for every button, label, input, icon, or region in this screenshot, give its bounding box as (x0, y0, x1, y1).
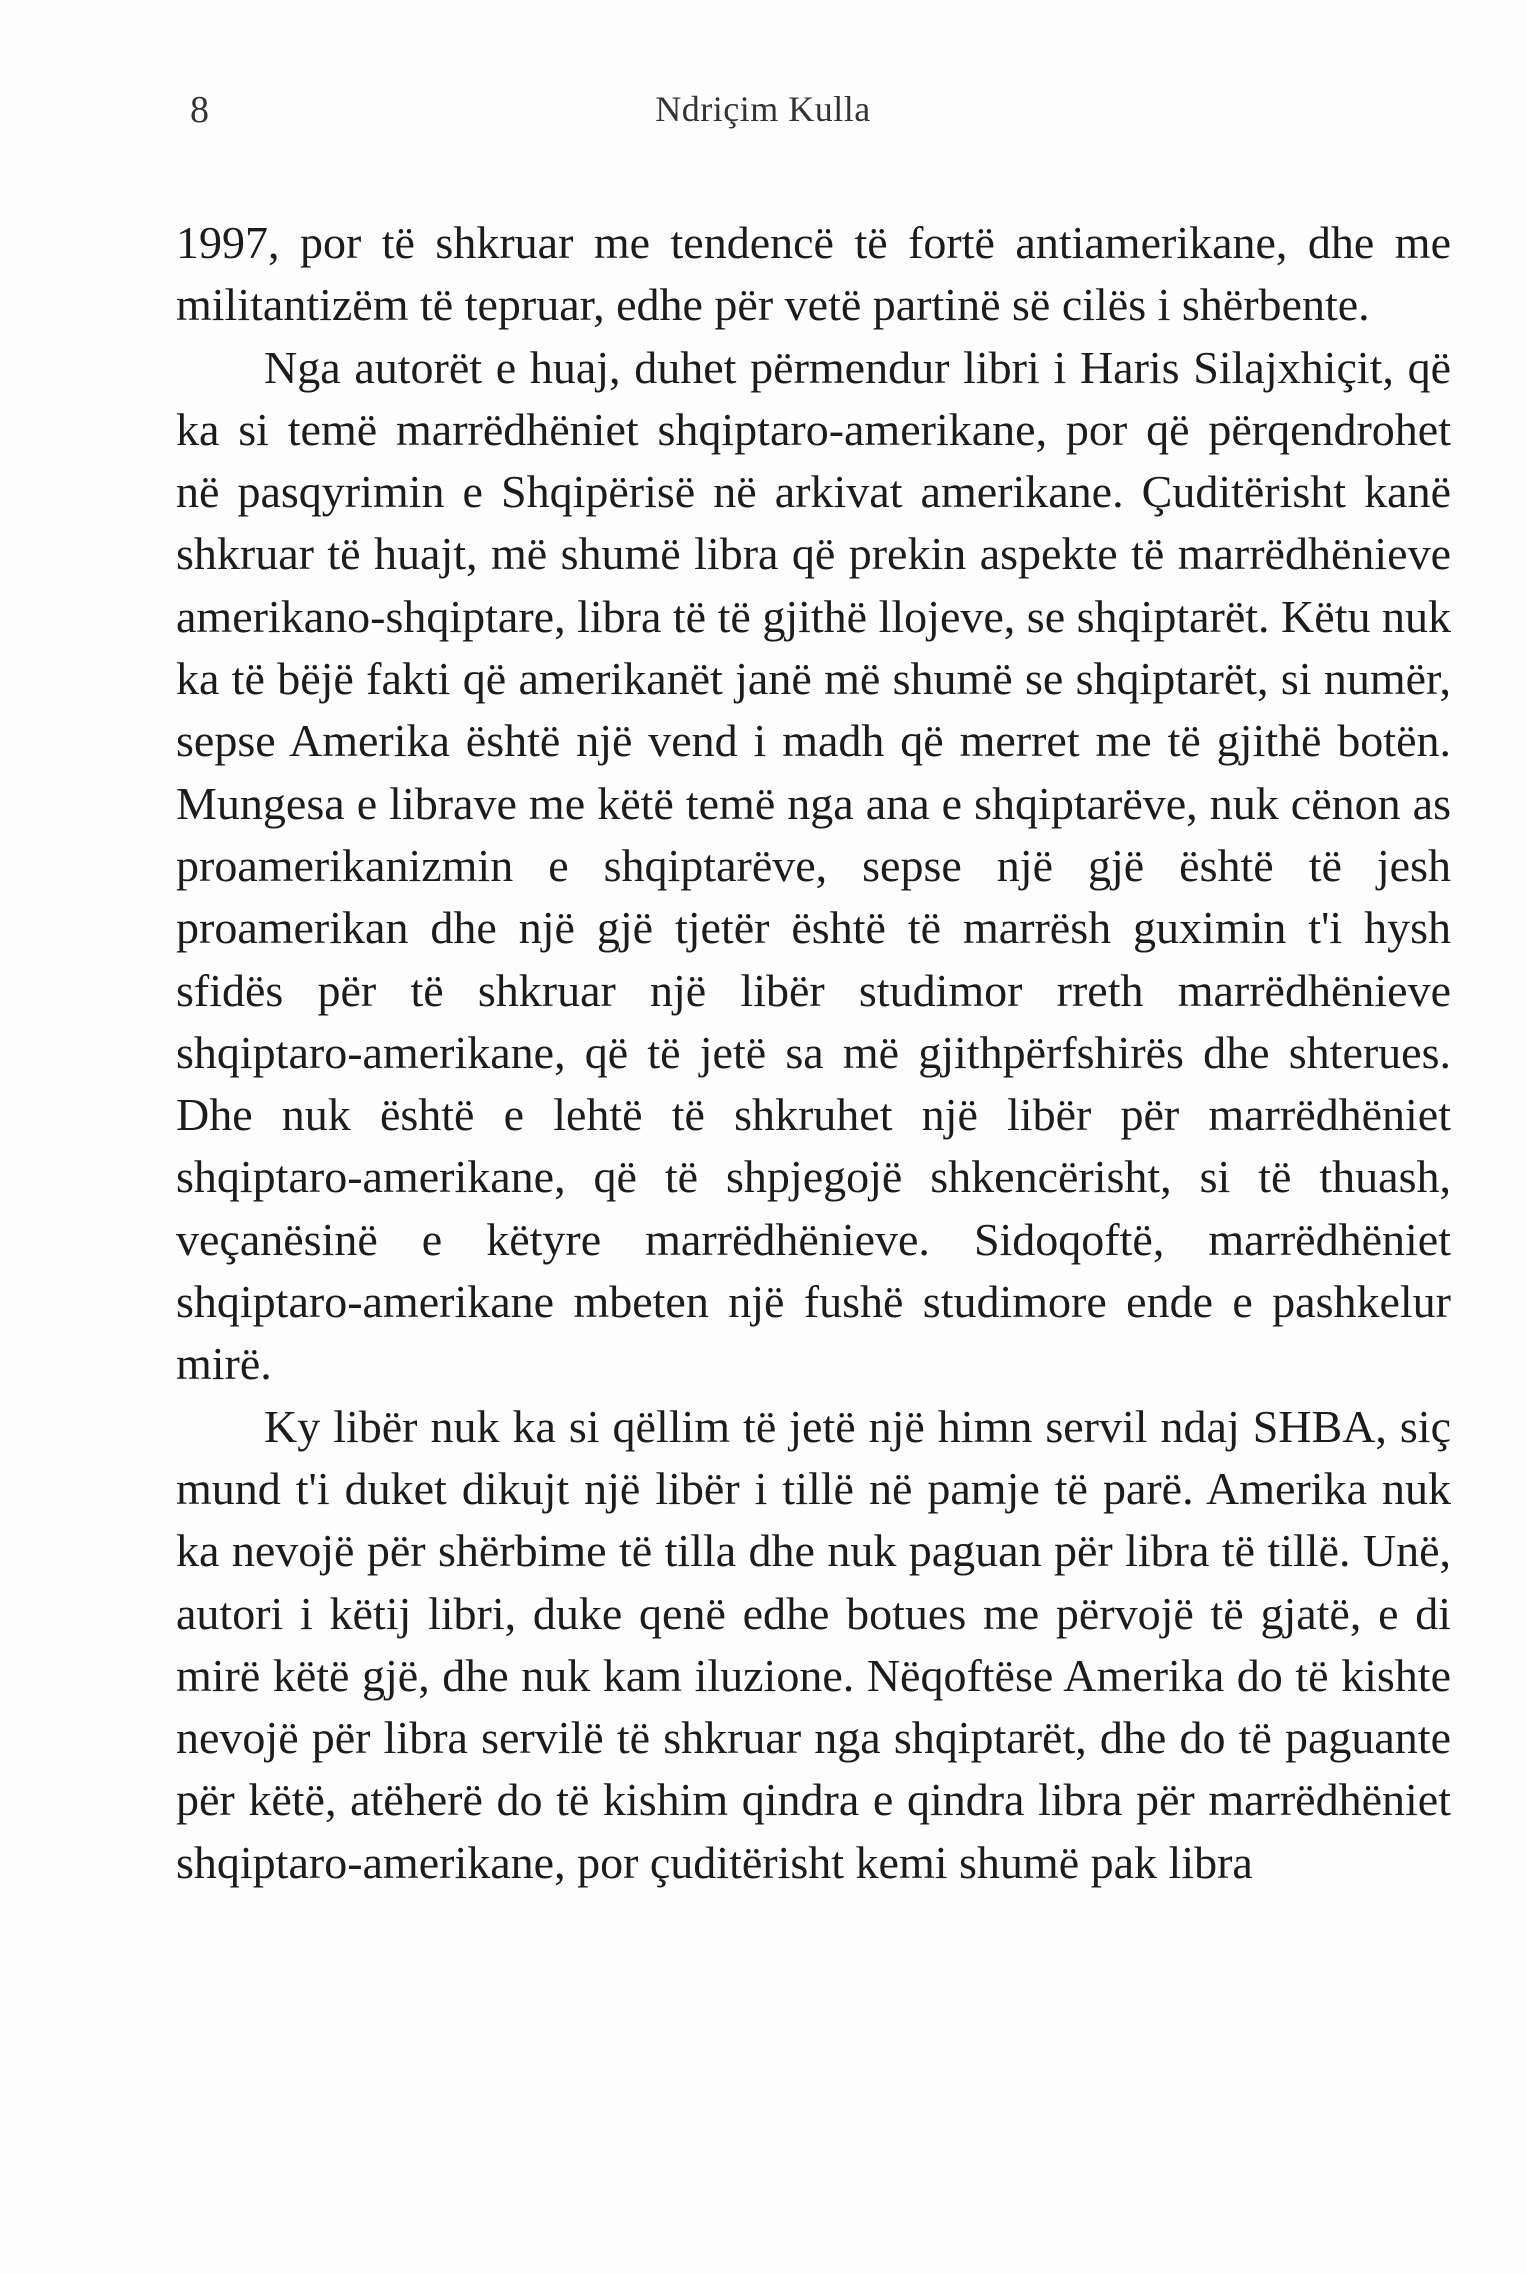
running-head-author: Ndriçim Kulla (655, 89, 871, 129)
paragraph-foreign-authors: Nga autorët e huaj, duhet përmendur libri i Haris Silajxhiçit, që ka si temë marrëdhëniet shqiptaro-amerikane, por që përqendrohet në pasqyrimin e Shqipërisë në arkivat amerikane. Çuditërisht kanë shkruar të huajt, më shumë libra që prekin aspekte të marrëdhënieve amerikano-shqiptare, libra të të gjithë llojeve, se shqiptarët. Këtu nuk ka të bëjë fakti që amerikanët janë më shumë se shqiptarët, si numër, sepse Amerika është një vend i madh që merret me të gjithë botën. Mungesa e librave me këtë temë nga ana e shqiptarëve, nuk cënon as proamerikanizmin e shqiptarëve, sepse një gjë është të jesh proamerikan dhe një gjë tjetër është të marrësh guximin t'i hysh sfidës për të shkruar një libër studimor rreth marrëdhënieve shqiptaro-amerikane, që të jetë sa më gjithpërfshirës dhe shterues. Dhe nuk është e lehtë të shkruhet një libër për marrëdhëniet shqiptaro-amerikane, që të shpjegojë shkencërisht, si të thuash, veçanësinë e këtyre marrëdhënieve. Sidoqoftë, marrëdhëniet shqiptaro-amerikane mbeten një fushë studimore ende e pashkelur mirë. (176, 341, 1451, 1390)
page-number: 8 (190, 89, 209, 131)
paragraph-continuation: 1997, por të shkruar me tendencë të fortë antiamerikane, dhe me militantizëm të tepruar, edhe për vetë partinë së cilës i shërbente. (176, 217, 1451, 331)
body-text (176, 212, 1451, 1894)
page-header (0, 88, 1526, 148)
paragraph-book-purpose: Ky libër nuk ka si qëllim të jetë një himn servil ndaj SHBA, siç mund t'i duket dikujt një libër i tillë në pamje të parë. Amerika nuk ka nevojë për shërbime të tilla dhe nuk paguan për libra të tillë. Unë, autori i këtij libri, duke qenë edhe botues me përvojë të gjatë, e di mirë këtë gjë, dhe nuk kam iluzione. Nëqoftëse Amerika do të kishte nevojë për libra servilë të shkruar nga shqiptarët, dhe do të paguante për këtë, atëherë do të kishim qindra e qindra libra për marrëdhëniet shqiptaro-amerikane, por çuditërisht kemi shumë pak libra (176, 1400, 1451, 1888)
